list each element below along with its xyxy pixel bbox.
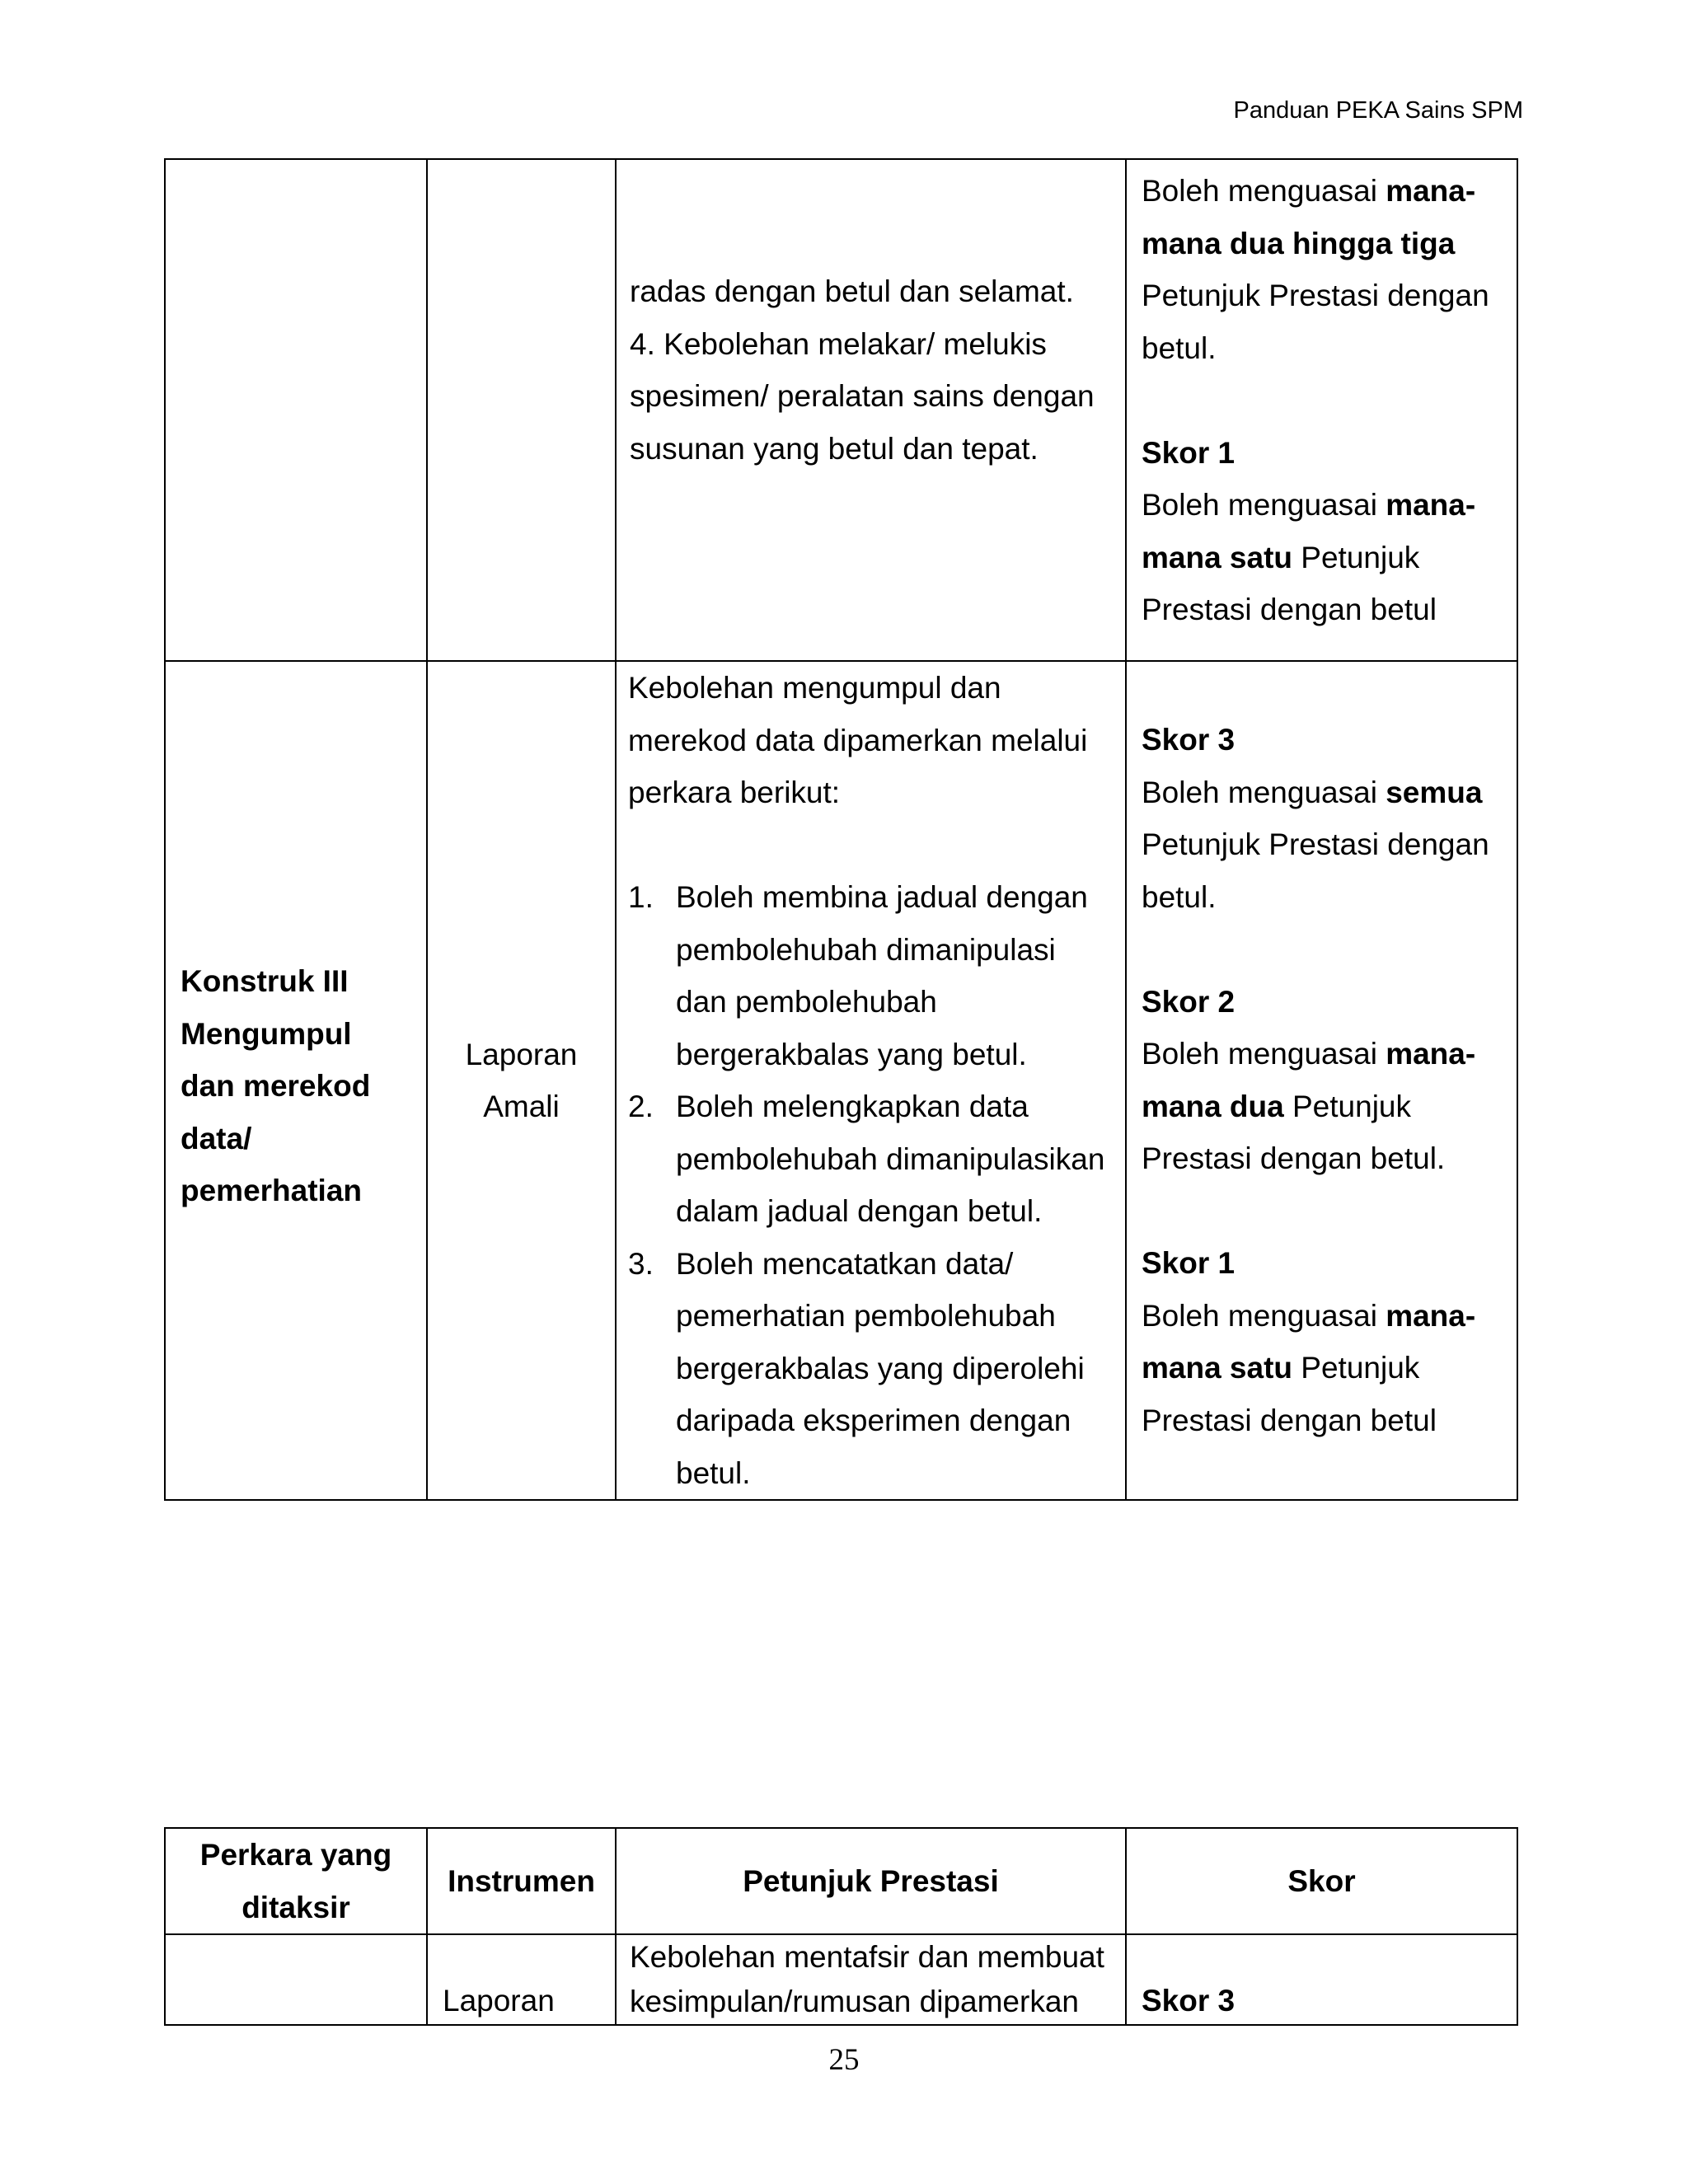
construct-line: dan merekod	[181, 1069, 371, 1104]
text-line: pembolehubah dimanipulasi	[676, 932, 1056, 967]
construct-line: pemerhatian	[181, 1174, 363, 1208]
text-line: Boleh menguasai mana-	[1142, 488, 1476, 522]
construct-cell	[165, 661, 427, 1500]
performance-indicator-cell	[616, 661, 1126, 1500]
table-header-row	[165, 1828, 1517, 1934]
text-line: bergerakbalas yang diperolehi	[676, 1351, 1085, 1385]
performance-indicator-cell	[616, 1934, 1126, 2025]
performance-indicator-cell	[616, 159, 1126, 661]
text-line: mana satu Petunjuk	[1142, 540, 1420, 574]
score-heading: Skor 2	[1142, 984, 1236, 1019]
text-line: mana satu Petunjuk	[1142, 1351, 1420, 1385]
assessment-table-continued	[164, 158, 1518, 1501]
text-line: dalam jadual dengan betul.	[676, 1194, 1043, 1228]
text-line: Petunjuk Prestasi dengan	[1142, 827, 1489, 861]
text-line: Kebolehan mentafsir dan membuat	[630, 1940, 1104, 1974]
text-line: perkara berikut:	[628, 776, 841, 809]
text-line: kesimpulan/rumusan dipamerkan	[630, 1985, 1079, 2018]
text-line: Laporan	[443, 1984, 555, 2018]
instrument-cell	[427, 1934, 616, 2025]
text-line: Prestasi dengan betul	[1142, 1403, 1437, 1437]
text-line: Kebolehan mengumpul dan	[628, 671, 1001, 705]
spacer	[1142, 374, 1508, 427]
score-cell	[1126, 661, 1517, 1500]
header-perkara	[165, 1828, 427, 1934]
text-line: 4. Kebolehan melakar/ melukis	[630, 326, 1047, 361]
page-number: 25	[828, 2043, 860, 2077]
construct-line: Mengumpul	[181, 1016, 352, 1051]
score-cell	[1126, 159, 1517, 661]
score-heading: Skor 1	[1142, 435, 1236, 470]
text-line: betul.	[1142, 330, 1217, 365]
text-line: spesimen/ peralatan sains dengan	[630, 379, 1095, 413]
text-line: mana dua hingga tiga	[1142, 226, 1456, 260]
text-line: Prestasi dengan betul.	[1142, 1141, 1446, 1175]
text-line: susunan yang betul dan tepat.	[630, 431, 1039, 466]
instrument-cell	[427, 661, 616, 1500]
text-line: daripada eksperimen dengan	[676, 1404, 1071, 1437]
construct-cell	[165, 1934, 427, 2025]
text-line: bergerakbalas yang betul.	[676, 1037, 1027, 1071]
score-cell	[1126, 1934, 1517, 2025]
score-heading: Skor 3	[1142, 1984, 1236, 2018]
header-line: Perkara yang	[199, 1838, 392, 1872]
text-line: Prestasi dengan betul	[1142, 593, 1437, 626]
construct-line: data/	[181, 1121, 252, 1155]
construct-cell	[165, 159, 427, 661]
table-row	[165, 159, 1517, 661]
instrument-line: Laporan	[465, 1037, 578, 1071]
text-line: merekod data dipamerkan melalui	[628, 723, 1088, 757]
assessment-table-next	[164, 1827, 1518, 2026]
text-line: dan pembolehubah	[676, 985, 937, 1019]
list-number: 1.	[628, 880, 654, 914]
text-line: Boleh menguasai semua	[1142, 775, 1483, 809]
text-line: radas dengan betul dan selamat.	[630, 274, 1074, 308]
spacer	[628, 819, 1117, 872]
text-line: pemerhatian pembolehubah	[676, 1299, 1056, 1333]
score-heading: Skor 1	[1142, 1246, 1236, 1280]
text-line: Boleh menguasai mana-	[1142, 1037, 1476, 1071]
page-header: Panduan PEKA Sains SPM	[1233, 97, 1523, 124]
spacer	[1142, 923, 1508, 976]
text-line: pembolehubah dimanipulasikan	[676, 1141, 1105, 1176]
table-row	[165, 661, 1517, 1500]
table-row	[165, 1934, 1517, 2025]
text-line: Boleh menguasai mana-	[1142, 1298, 1476, 1333]
header-line: ditaksir	[241, 1890, 350, 1924]
text-line: mana dua Petunjuk	[1142, 1089, 1411, 1123]
header-skor: Skor	[1126, 1828, 1517, 1934]
header-petunjuk-prestasi: Petunjuk Prestasi	[616, 1828, 1126, 1934]
list-item: 3. Boleh mencatatkan data/ pemerhatian pembolehubah bergerakbalas yang diperolehi daripada eksperimen dengan betul.	[628, 1238, 1117, 1500]
instrument-line: Amali	[483, 1090, 560, 1123]
instrument-cell	[427, 159, 616, 661]
text-line: betul.	[676, 1455, 751, 1490]
list-item: 1. Boleh membina jadual dengan pembolehubah dimanipulasi dan pembolehubah bergerakbalas yang betul.	[628, 871, 1117, 1080]
text-line: betul.	[1142, 879, 1217, 914]
list-number: 3.	[628, 1246, 654, 1281]
header-instrumen: Instrumen	[427, 1828, 616, 1934]
spacer	[1142, 1185, 1508, 1238]
list-number: 2.	[628, 1090, 654, 1123]
score-heading: Skor 3	[1142, 723, 1236, 757]
text-line: Petunjuk Prestasi dengan	[1142, 279, 1489, 312]
list-item: 2. Boleh melengkapkan data pembolehubah dimanipulasikan dalam jadual dengan betul.	[628, 1080, 1117, 1238]
construct-line: Konstruk III	[181, 964, 349, 999]
text-line: Boleh menguasai mana-	[1142, 174, 1476, 208]
